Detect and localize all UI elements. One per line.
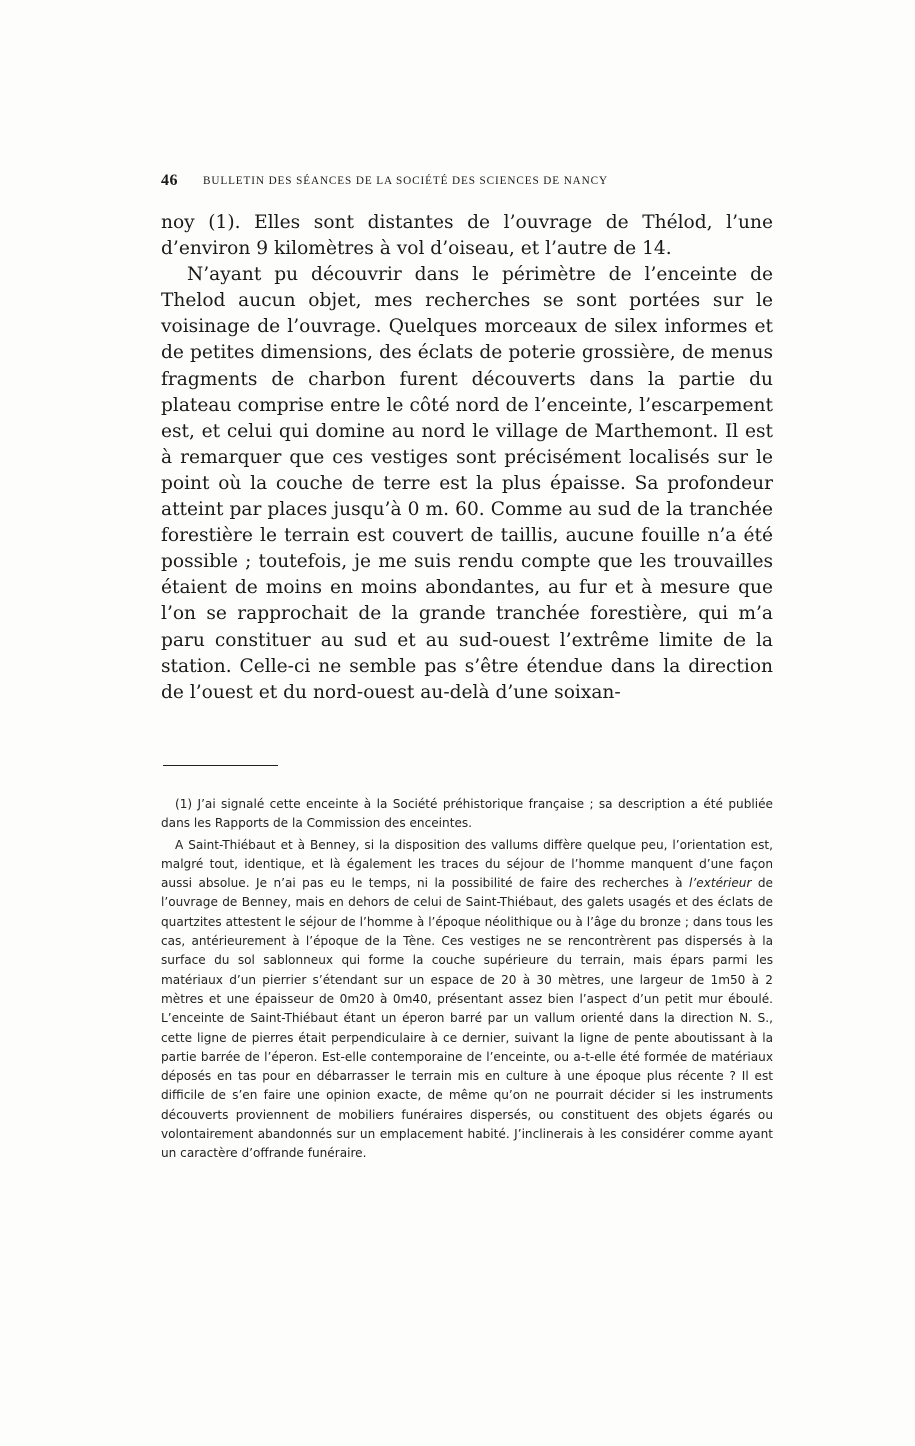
footnote-italic-term: l’extérieur — [689, 876, 752, 891]
footnotes — [161, 795, 773, 1164]
footnote-separator — [163, 765, 278, 766]
footnote-text-a: A Saint-Thiébaut et à Benney, si la disposition des vallums diffère quelque peu, l’orientation est, malgré tout, identique, et là également les traces du séjour de l’homme manquent d’une façon aussi absolue. Je n’ai pas eu le temps, ni la possibilité de faire des recherches à — [161, 837, 773, 891]
footnote-1-body — [161, 836, 773, 1164]
page-number: 46 — [161, 172, 178, 189]
page-header — [161, 172, 773, 194]
footnote-1-intro: (1) J’ai signalé cette enceinte à la Société préhistorique française ; sa description a été publiée dans les Rapports de la Commission des enceintes. — [161, 797, 773, 831]
paragraph-main: N’ayant pu découvrir dans le périmètre de l’enceinte de Thelod aucun objet, mes recherches se sont portées sur le voisinage de l’ouvrage. Quelques morceaux de silex informes et de petites dimensions, des éclats de poterie grossière, de menus fragments de charbon furent découverts dans la partie du plateau comprise entre le côté nord de l’enceinte, l’escarpement est, et celui qui domine au nord le village de Marthemont. Il est à remarquer que ces vestiges sont précisément localisés sur le point où la couche de terre est la plus épaisse. Sa profondeur atteint par places jusqu’à 0 m. 60. Comme au sud de la tranchée forestière le terrain est couvert de taillis, aucune fouille n’a été possible ; toutefois, je me suis rendu compte que les trouvailles étaient de moins en moins abondantes, au fur et à mesure que l’on se rapprochait de la grande tranchée forestière, qui m’a paru constituer au sud et au sud-ouest l’extrême limite de la station. Celle-ci ne semble pas s’être étendue dans la direction de l’ouest et du nord-ouest au-delà d’une soixan- — [161, 264, 773, 703]
paragraph-continuation: noy (1). Elles sont distantes de l’ouvrage de Thélod, l’une d’environ 9 kilomètres à vol d’oiseau, et l’autre de 14. — [161, 212, 773, 260]
running-title: BULLETIN DES SÉANCES DE LA SOCIÉTÉ DES SCIENCES DE NANCY — [203, 175, 608, 187]
main-text — [161, 210, 773, 706]
footnote-text-b: de l’ouvrage de Benney, mais en dehors de celui de Saint-Thiébaut, des galets usagés et des éclats de quartzites attestent le séjour de l’homme à l’époque néolithique ou à l’âge du bronze ; dans tous les cas, antérieurement à l’époque de la Tène. Ces vestiges ne se rencontrèrent pas dispersés à la surface du sol sablonneux qui forme la couche supérieure du terrain, mais épars parmi les matériaux d’un pierrier s’étendant sur un espace de 20 à 30 mètres, une largeur de 1m50 à 2 mètres et une épaisseur de 0m20 à 0m40, présentant assez bien l’aspect d’un petit mur éboulé. L’enceinte de Saint-Thiébaut étant un éperon barré par un vallum orienté dans la direction N. S., cette ligne de pierres était perpendiculaire à ce dernier, suivant la ligne de pente aboutissant à la partie barrée de l’éperon. Est-elle contemporaine de l’enceinte, ou a-t-elle été formée de matériaux déposés en tas pour en débarrasser le terrain mis en culture à une époque plus récente ? Il est difficile de s’en faire une opinion exacte, de même qu’on ne pourrait décider si les instruments découverts proviennent de mobiliers funéraires dispersés, ou constituent des objets égarés ou volontairement abandonnés sur un emplacement habité. J’inclinerais à les considérer comme ayant un caractère d’offrande funéraire. — [161, 876, 773, 1161]
